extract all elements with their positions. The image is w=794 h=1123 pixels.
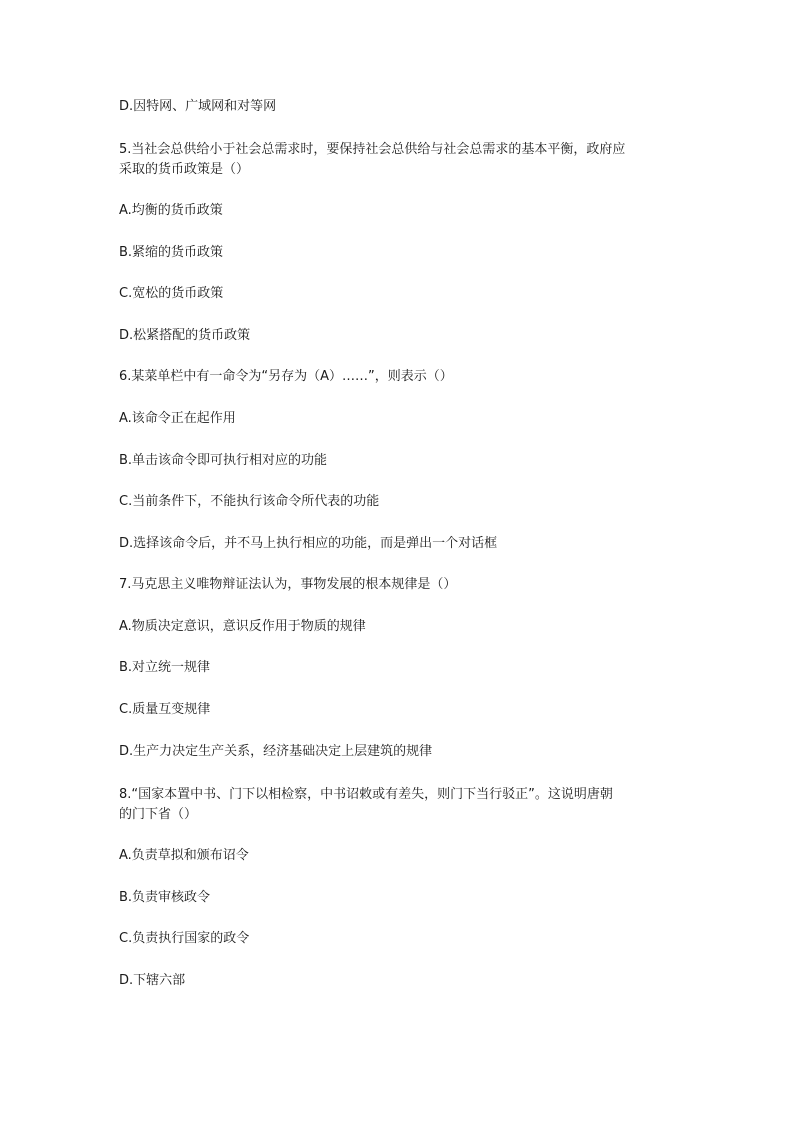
q7-option-c: C.质量互变规律 bbox=[119, 702, 211, 717]
q7-option-a: A.物质决定意识，意识反作用于物质的规律 bbox=[119, 619, 366, 634]
q7-option-b: B.对立统一规律 bbox=[119, 660, 211, 675]
q8-option-b: B.负责审核政令 bbox=[119, 890, 211, 905]
q8-option-d: D.下辖六部 bbox=[119, 973, 186, 988]
q6-stem: 6.某菜单栏中有一命令为“另存为（A）……”，则表示（） bbox=[119, 369, 453, 384]
q6-option-c: C.当前条件下，不能执行该命令所代表的功能 bbox=[119, 494, 380, 509]
q8-stem-line-2: 的门下省（） bbox=[119, 807, 198, 822]
q7-stem: 7.马克思主义唯物辩证法认为，事物发展的根本规律是（） bbox=[119, 577, 457, 592]
q8-option-a: A.负责草拟和颁布诏令 bbox=[119, 848, 249, 863]
q5-option-c: C.宽松的货币政策 bbox=[119, 286, 224, 301]
q6-option-d: D.选择该命令后，并不马上执行相应的功能，而是弹出一个对话框 bbox=[119, 536, 498, 551]
q5-option-b: B.紧缩的货币政策 bbox=[119, 245, 224, 260]
q5-stem-line-1: 5.当社会总供给小于社会总需求时，要保持社会总供给与社会总需求的基本平衡，政府应 bbox=[119, 142, 626, 157]
q8-option-c: C.负责执行国家的政令 bbox=[119, 931, 250, 946]
q5-option-a: A.均衡的货币政策 bbox=[119, 203, 223, 218]
q4-option-d: D.因特网、广域网和对等网 bbox=[119, 99, 277, 114]
q7-option-d: D.生产力决定生产关系，经济基础决定上层建筑的规律 bbox=[119, 744, 433, 759]
q5-option-d: D.松紧搭配的货币政策 bbox=[119, 328, 251, 343]
q5-stem-line-2: 采取的货币政策是（） bbox=[119, 162, 250, 177]
q8-stem-line-1: 8.“国家本置中书、门下以相检察，中书诏敕或有差失，则门下当行驳正”。这说明唐朝 bbox=[119, 787, 613, 802]
q6-option-a: A.该命令正在起作用 bbox=[119, 411, 236, 426]
q6-option-b: B.单击该命令即可执行相对应的功能 bbox=[119, 453, 328, 468]
